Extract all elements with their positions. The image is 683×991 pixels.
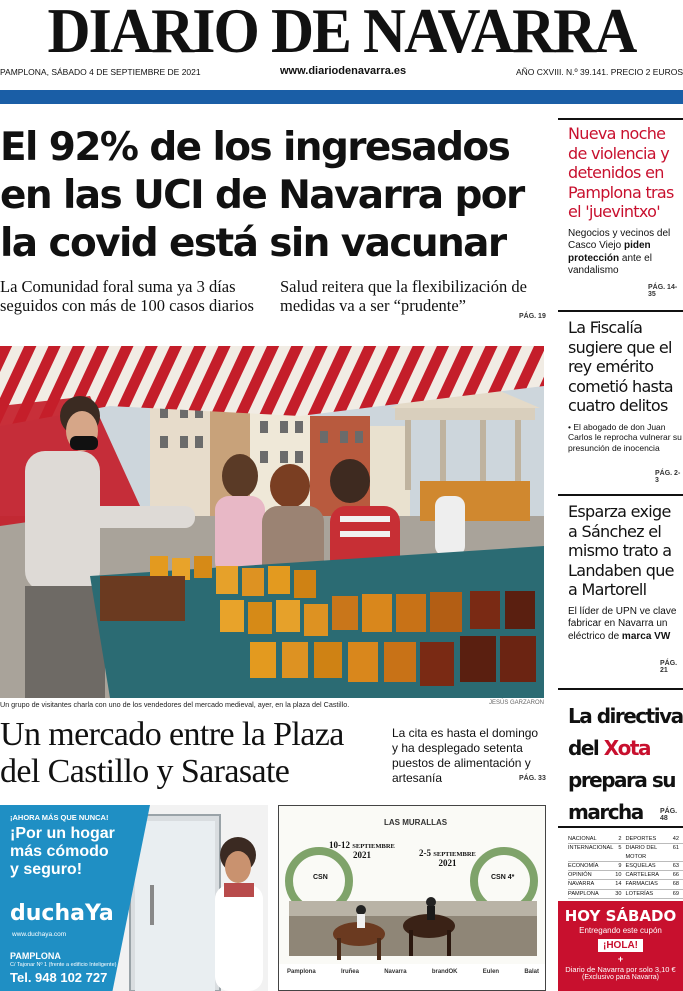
hola-promo[interactable]	[558, 901, 683, 991]
index-row	[568, 862, 683, 871]
index-section: INTERNACIONAL	[568, 845, 614, 852]
photo-caption-text: Un grupo de visitantes charla con uno de los vendedores del mercado medieval, ayer, en la plaza del Castillo.	[0, 700, 350, 709]
index-entry[interactable]	[626, 835, 683, 843]
promo-title: HOY SÁBADO	[564, 907, 677, 925]
index-page: 9	[618, 862, 622, 869]
sidebar-rule	[558, 118, 683, 120]
index-entry[interactable]	[568, 835, 626, 843]
index-section: DEPORTES	[625, 836, 657, 842]
index-entry[interactable]	[568, 890, 626, 898]
duchaya-city: PAMPLONA	[10, 951, 61, 961]
sponsor: Balat	[524, 969, 539, 975]
equestrian-advertisement[interactable]	[278, 805, 546, 991]
index-page: 30	[615, 890, 622, 897]
sidebar-rule	[558, 688, 683, 690]
lead-headline-line: la covid está sin vacunar	[0, 221, 506, 266]
equestrian-dates-left	[329, 840, 395, 860]
index-section: LOTERÍAS	[625, 890, 654, 897]
index-page: 63	[672, 862, 679, 869]
sidebar-xota-page: PÁG. 48	[660, 808, 678, 822]
dates-left-day: 10-12	[329, 840, 350, 850]
index-entry[interactable]	[568, 844, 626, 861]
index-row	[568, 835, 683, 844]
index-page: 10	[615, 872, 622, 879]
sidebar-violence-headline: Nueva noche de violencia y detenidos en Pamplona tras el 'juevintxo'	[568, 124, 674, 221]
lead-page-ref: PÁG. 19	[519, 313, 546, 320]
equestrian-ad-illustration	[279, 806, 546, 991]
dates-left-year: 2021	[352, 850, 371, 860]
duchaya-logo[interactable]: duchaYa	[10, 901, 114, 926]
promo-magazine: ¡HOLA!	[598, 939, 643, 952]
dates-right-day: 2-5	[419, 848, 431, 858]
market-page-ref: PÁG. 33	[519, 775, 546, 782]
duchaya-address: C/ Tajonar Nº 1 (frente a edificio Inteligente)	[10, 962, 117, 968]
issue-info: AÑO CXVIII. N.º 39.141. PRECIO 2 EUROS	[515, 67, 683, 77]
index-section: FARMACIAS	[625, 881, 658, 888]
duchaya-phone[interactable]: Tel. 948 102 727	[10, 970, 108, 985]
equestrian-event-left: CSN	[313, 874, 328, 881]
duchaya-headline-line: y seguro!	[10, 861, 83, 878]
sidebar-fiscalia-body: • El abogado de don Juan Carlos le reprocha vulnerar su presunción de inocencia	[568, 421, 682, 453]
violence-body-end: ante el vandalismo	[568, 252, 652, 276]
index-section: NAVARRA	[568, 881, 595, 888]
market-headline[interactable]	[0, 716, 385, 790]
sidebar-rule	[558, 826, 683, 828]
equestrian-event-right: CSN 4*	[491, 874, 515, 881]
xota-headline-team: Xota	[603, 736, 650, 760]
xota-headline-end: prepara su marcha	[568, 768, 676, 824]
dateline	[0, 64, 683, 80]
lead-deck-left: La Comunidad foral suma ya 3 días seguidos con más de 100 casos diarios	[0, 277, 254, 315]
sidebar-story-fiscalia[interactable]	[568, 318, 683, 453]
index-row	[568, 890, 683, 899]
promo-offer: Diario de Navarra por solo 3,10 €	[565, 965, 676, 974]
promo-sub: Entregando este cupón	[579, 926, 662, 935]
photo-credit: JESÚS GARZARON	[488, 700, 544, 706]
index-page: 66	[672, 872, 679, 879]
index-row	[568, 880, 683, 889]
sidebar-rule	[558, 494, 683, 496]
index-entry[interactable]	[626, 890, 683, 898]
masthead[interactable]: DIARIO DE NAVARRA	[47, 0, 636, 66]
website-link[interactable]: www.diariodenavarra.es	[280, 65, 407, 77]
sponsor: Eulen	[482, 969, 500, 975]
dateline-place-date: PAMPLONA, SÁBADO 4 DE SEPTIEMBRE DE 2021	[0, 67, 201, 77]
dates-left-month: SEPTIEMBRE	[352, 843, 395, 850]
sidebar-esparza-headline: Esparza exige a Sánchez el mismo trato a Landaben que a Martorell	[568, 502, 674, 599]
sponsor: Navarra	[384, 969, 407, 975]
index-section: OPINIÓN	[568, 872, 592, 879]
sidebar-fiscalia-page: PÁG. 2-3	[655, 470, 681, 484]
market-headline-line: Un mercado entre la Plaza	[0, 716, 344, 753]
duchaya-url[interactable]: www.duchaya.com	[12, 931, 67, 938]
duchaya-headline-line: ¡Por un hogar	[10, 825, 115, 842]
market-deck: La cita es hasta el domingo y ha desplegado setenta puestos de alimentación y artesanía	[392, 726, 539, 785]
promo-plus: +	[617, 954, 624, 964]
market-photo[interactable]	[0, 346, 544, 698]
photo-caption	[0, 700, 544, 709]
index-row	[568, 844, 683, 862]
duchaya-headline	[10, 825, 115, 879]
sponsor: brandOK	[431, 969, 458, 975]
index-page: 68	[672, 881, 679, 888]
sidebar-story-violence[interactable]	[568, 124, 683, 278]
sponsor: Iruñea	[340, 969, 359, 975]
sidebar-esparza-body	[568, 606, 683, 644]
sponsor: Pamplona	[287, 969, 316, 975]
index-section: CARTELERA	[625, 872, 659, 879]
index-row	[568, 871, 683, 880]
index-section: ESQUELAS	[625, 862, 656, 869]
sidebar-violence-body	[568, 228, 683, 278]
duchaya-headline-line: más cómodo	[10, 843, 109, 860]
duchaya-advertisement[interactable]	[0, 805, 268, 991]
index-page: 2	[618, 836, 622, 842]
lead-headline-line: El 92% de los ingresados	[0, 125, 510, 170]
index-entry[interactable]	[626, 880, 683, 888]
equestrian-dates-right	[419, 848, 476, 868]
violence-body-start: Negocios y vecinos del Casco Viejo	[568, 227, 671, 251]
market-headline-line: del Castillo y Sarasate	[0, 753, 290, 790]
index-entry[interactable]	[568, 871, 626, 879]
sidebar-violence-page: PÁG. 14-35	[648, 284, 678, 298]
esparza-body-start: El líder de UPN ve clave fabricar en Navarra un eléctrico de	[568, 605, 677, 642]
equestrian-venue: LAS MURALLAS	[384, 818, 448, 827]
sidebar-story-esparza[interactable]	[568, 502, 683, 643]
lead-deck-right: Salud reitera que la flexibilización de medidas va a ser “prudente”	[280, 277, 527, 315]
lead-headline-line: en las UCI de Navarra por	[0, 173, 524, 218]
index-entry[interactable]	[568, 862, 626, 870]
index-section: PAMPLONA	[568, 890, 599, 897]
lead-headline[interactable]	[0, 124, 540, 268]
index-entry[interactable]	[626, 871, 683, 879]
index-page: 5	[618, 845, 622, 852]
dates-right-month: SEPTIEMBRE	[433, 851, 476, 858]
index-section: NACIONAL	[568, 836, 597, 842]
index-entry[interactable]	[626, 844, 683, 861]
index-page: 69	[672, 890, 679, 897]
index-page: 61	[672, 845, 679, 852]
violence-body-bold: piden protección	[568, 240, 651, 264]
index-entry[interactable]	[568, 880, 626, 888]
xota-headline-start: La directiva del	[568, 704, 683, 760]
promo-note: (Exclusivo para Navarra)	[581, 974, 660, 981]
index-entry[interactable]	[626, 862, 683, 870]
sidebar-esparza-page: PÁG. 21	[660, 660, 678, 674]
masthead-blue-bar	[0, 90, 683, 104]
duchaya-tagline: ¡AHORA MÁS QUE NUNCA!	[10, 813, 109, 822]
equestrian-sponsors	[287, 969, 539, 975]
index-page: 42	[672, 836, 679, 842]
sidebar-rule	[558, 310, 683, 312]
index-page: 14	[615, 881, 622, 888]
sidebar-fiscalia-headline: La Fiscalía sugiere que el rey emérito cometió hasta cuatro delitos	[568, 318, 673, 415]
section-index	[568, 835, 683, 899]
esparza-body-bold: marca VW	[621, 630, 671, 642]
index-section: ECONOMÍA	[568, 862, 599, 869]
dates-right-year: 2021	[438, 858, 457, 868]
market-photo-illustration	[0, 346, 544, 698]
index-section: DIARIO DEL MOTOR	[625, 845, 657, 860]
